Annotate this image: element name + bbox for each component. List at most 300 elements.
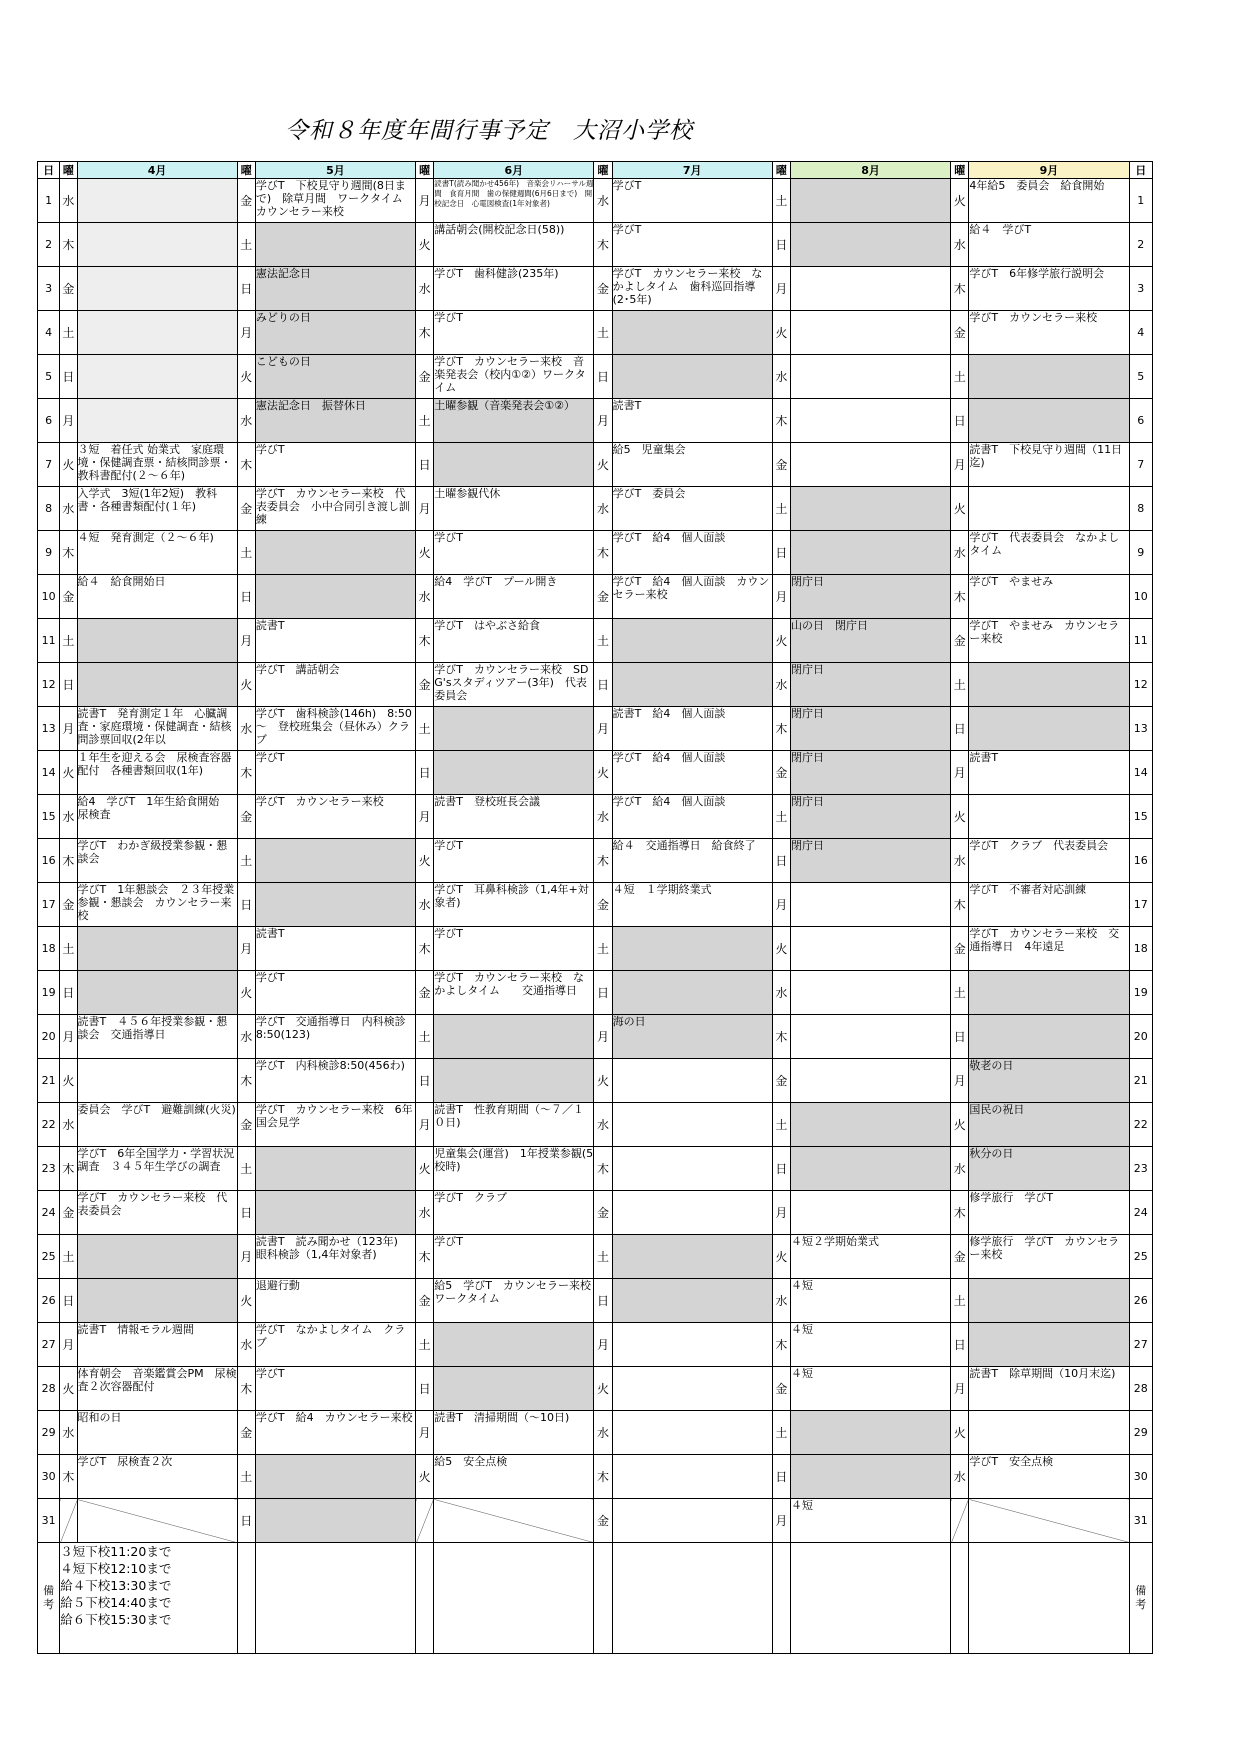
event-cell-sep <box>969 355 1129 399</box>
weekday-cell: 火 <box>951 1103 969 1147</box>
day-number: 31 <box>38 1499 60 1543</box>
event-cell-apr: 学びT 1年懇談会 ２３年授業参観・懇談会 カウンセラー来校 <box>77 883 237 927</box>
weekday-cell: 水 <box>951 1147 969 1191</box>
event-cell-aug: ４短２学期始業式 <box>791 1235 951 1279</box>
day-number: 30 <box>38 1455 60 1499</box>
weekday-cell: 日 <box>416 443 434 487</box>
weekday-cell: 月 <box>237 927 255 971</box>
day-number: 24 <box>38 1191 60 1235</box>
weekday-cell: 日 <box>237 883 255 927</box>
day-row <box>38 927 1153 971</box>
event-cell-apr <box>77 1279 237 1323</box>
weekday-cell: 木 <box>951 267 969 311</box>
event-cell-jul: 給5 児童集会 <box>612 443 772 487</box>
event-cell-sep <box>969 1411 1129 1455</box>
event-cell-may: 学びT 講話朝会 <box>255 663 415 707</box>
event-cell-sep: 学びT やませみ <box>969 575 1129 619</box>
weekday-cell: 土 <box>237 1147 255 1191</box>
event-cell-jul <box>612 355 772 399</box>
event-cell-may: 退避行動 <box>255 1279 415 1323</box>
day-row <box>38 487 1153 531</box>
day-row <box>38 179 1153 223</box>
event-cell-jul <box>612 663 772 707</box>
weekday-cell: 木 <box>594 1455 612 1499</box>
weekday-cell: 金 <box>416 971 434 1015</box>
day-number-right: 13 <box>1129 707 1152 751</box>
event-cell-jun: 学びT <box>434 927 594 971</box>
event-cell-jul: 学びT 給4 個人面談 <box>612 751 772 795</box>
event-cell-jun <box>434 1323 594 1367</box>
day-number-right: 6 <box>1129 399 1152 443</box>
day-number-right: 23 <box>1129 1147 1152 1191</box>
day-number-right: 7 <box>1129 443 1152 487</box>
event-cell-jul: 学びT 委員会 <box>612 487 772 531</box>
event-cell-aug <box>791 311 951 355</box>
day-number: 7 <box>38 443 60 487</box>
event-cell-may: 学びT <box>255 971 415 1015</box>
day-number-right: 26 <box>1129 1279 1152 1323</box>
event-cell-jun: 土曜参観代休 <box>434 487 594 531</box>
weekday-cell: 日 <box>60 971 77 1015</box>
day-number-right: 17 <box>1129 883 1152 927</box>
weekday-cell: 火 <box>772 1235 790 1279</box>
weekday-cell: 金 <box>772 1059 790 1103</box>
weekday-cell: 水 <box>60 179 77 223</box>
event-cell-jun <box>434 751 594 795</box>
day-number-right: 1 <box>1129 179 1152 223</box>
weekday-cell: 水 <box>951 223 969 267</box>
weekday-cell: 木 <box>237 751 255 795</box>
weekday-cell: 水 <box>237 1323 255 1367</box>
event-cell-jun: 読書T 性教育期間（～７／１０日) <box>434 1103 594 1147</box>
weekday-cell: 木 <box>772 1323 790 1367</box>
weekday-cell: 火 <box>60 1367 77 1411</box>
weekday-cell: 土 <box>60 927 77 971</box>
weekday-cell: 火 <box>416 1455 434 1499</box>
day-number-right: 10 <box>1129 575 1152 619</box>
event-cell-may <box>255 1147 415 1191</box>
event-cell-aug <box>791 267 951 311</box>
weekday-cell: 日 <box>772 1455 790 1499</box>
event-cell-may: みどりの日 <box>255 311 415 355</box>
event-cell-sep: 学びT やませみ カウンセラー来校 <box>969 619 1129 663</box>
event-cell-aug <box>791 179 951 223</box>
day-number-right: 20 <box>1129 1015 1152 1059</box>
event-cell-may <box>255 223 415 267</box>
event-cell-may: 憲法記念日 振替休日 <box>255 399 415 443</box>
weekday-cell: 火 <box>951 795 969 839</box>
event-cell-may <box>255 1499 415 1543</box>
weekday-cell: 水 <box>237 399 255 443</box>
day-number: 11 <box>38 619 60 663</box>
weekday-cell: 木 <box>951 883 969 927</box>
event-cell-jun: 給5 安全点検 <box>434 1455 594 1499</box>
event-cell-sep: 読書T <box>969 751 1129 795</box>
weekday-cell: 水 <box>416 1191 434 1235</box>
weekday-cell: 水 <box>60 795 77 839</box>
event-cell-jun: 学びT 耳鼻科検診（1,4年+対象者) <box>434 883 594 927</box>
day-row <box>38 531 1153 575</box>
day-number: 29 <box>38 1411 60 1455</box>
event-cell-jul <box>612 1103 772 1147</box>
event-cell-apr <box>77 927 237 971</box>
weekday-cell: 木 <box>60 223 77 267</box>
weekday-cell: 月 <box>416 1411 434 1455</box>
event-cell-jul <box>612 619 772 663</box>
weekday-cell: 水 <box>416 267 434 311</box>
day-number: 1 <box>38 179 60 223</box>
notes-row <box>38 1543 1153 1654</box>
event-cell-apr <box>77 267 237 311</box>
weekday-cell: 木 <box>60 1147 77 1191</box>
event-cell-sep: 学びT 代表委員会 なかよしタイム <box>969 531 1129 575</box>
weekday-cell <box>60 1499 77 1543</box>
event-cell-apr <box>77 399 237 443</box>
day-number-right: 18 <box>1129 927 1152 971</box>
event-cell-jun: 児童集会(運営) 1年授業参観(5校時) <box>434 1147 594 1191</box>
weekday-cell: 火 <box>60 443 77 487</box>
weekday-cell: 日 <box>951 399 969 443</box>
weekday-cell: 水 <box>60 1411 77 1455</box>
event-cell-apr: 委員会 学びT 避難訓練(火災) <box>77 1103 237 1147</box>
weekday-cell: 火 <box>416 531 434 575</box>
weekday-cell: 日 <box>772 1147 790 1191</box>
event-cell-jun: 学びT <box>434 531 594 575</box>
weekday-cell: 日 <box>416 1367 434 1411</box>
weekday-cell: 金 <box>60 267 77 311</box>
day-number-right: 5 <box>1129 355 1152 399</box>
day-row <box>38 1015 1153 1059</box>
day-row <box>38 1103 1153 1147</box>
weekday-cell: 火 <box>237 1279 255 1323</box>
day-row <box>38 1323 1153 1367</box>
event-cell-jun: 学びT カウンセラー来校 SDG'sスタディツアー(3年) 代表委員会 <box>434 663 594 707</box>
event-cell-aug <box>791 1455 951 1499</box>
weekday-cell: 金 <box>237 1103 255 1147</box>
weekday-cell: 月 <box>237 311 255 355</box>
event-cell-jun: 学びT <box>434 839 594 883</box>
event-cell-apr: 学びT わかぎ級授業参観・懇談会 <box>77 839 237 883</box>
day-number-right: 12 <box>1129 663 1152 707</box>
event-cell-jun: 土曜参観（音楽発表会①②） <box>434 399 594 443</box>
weekday-cell: 火 <box>951 179 969 223</box>
weekday-cell: 木 <box>416 619 434 663</box>
header-row <box>38 162 1153 179</box>
weekday-cell: 土 <box>951 663 969 707</box>
notes-label-left: 備 考 <box>38 1543 60 1654</box>
event-cell-jul <box>612 1367 772 1411</box>
weekday-cell: 火 <box>772 311 790 355</box>
weekday-cell: 土 <box>416 707 434 751</box>
event-cell-jul <box>612 1147 772 1191</box>
event-cell-sep: 学びT カウンセラー来校 交通指導日 4年遠足 <box>969 927 1129 971</box>
weekday-cell: 金 <box>237 179 255 223</box>
notes-weekday-blank <box>594 1543 612 1654</box>
event-cell-jun: 学びT はやぶさ給食 <box>434 619 594 663</box>
event-cell-jul: 学びT カウンセラー来校 なかよしタイム 歯科巡回指導(2･5年) <box>612 267 772 311</box>
day-row <box>38 619 1153 663</box>
weekday-cell: 日 <box>594 663 612 707</box>
weekday-cell: 木 <box>594 839 612 883</box>
event-cell-sep <box>969 1499 1129 1543</box>
weekday-cell: 木 <box>60 839 77 883</box>
weekday-cell: 水 <box>237 707 255 751</box>
event-cell-may: こどもの日 <box>255 355 415 399</box>
weekday-cell: 水 <box>951 531 969 575</box>
weekday-cell: 月 <box>772 883 790 927</box>
event-cell-may: 学びT カウンセラー来校 <box>255 795 415 839</box>
schedule-table <box>37 161 1153 1654</box>
day-number: 6 <box>38 399 60 443</box>
weekday-cell: 金 <box>237 1411 255 1455</box>
day-number-right: 28 <box>1129 1367 1152 1411</box>
event-cell-jul: 給４ 交通指導日 給食終了 <box>612 839 772 883</box>
day-number: 9 <box>38 531 60 575</box>
weekday-cell: 金 <box>594 267 612 311</box>
event-cell-jun <box>434 1499 594 1543</box>
month-header-jul: 7月 <box>612 162 772 179</box>
weekday-cell: 水 <box>772 971 790 1015</box>
event-cell-sep: 敬老の日 <box>969 1059 1129 1103</box>
event-cell-jun: 学びT <box>434 311 594 355</box>
weekday-cell: 土 <box>772 795 790 839</box>
weekday-cell: 月 <box>594 1323 612 1367</box>
weekday-cell: 月 <box>772 1191 790 1235</box>
notes-weekday-blank <box>951 1543 969 1654</box>
weekday-cell: 金 <box>60 1191 77 1235</box>
event-cell-aug <box>791 1059 951 1103</box>
event-cell-jun: 読書T 登校班長会議 <box>434 795 594 839</box>
weekday-cell: 火 <box>772 619 790 663</box>
event-cell-aug <box>791 1191 951 1235</box>
weekday-cell: 土 <box>772 1103 790 1147</box>
event-cell-apr: 読書T ４５６年授業参観・懇談会 交通指導日 <box>77 1015 237 1059</box>
weekday-cell: 金 <box>594 883 612 927</box>
day-number: 5 <box>38 355 60 399</box>
event-cell-jun: 学びT カウンセラー来校 なかよしタイム 交通指導日 <box>434 971 594 1015</box>
day-row <box>38 1499 1153 1543</box>
event-cell-jul: 学びT <box>612 223 772 267</box>
weekday-cell: 木 <box>772 1015 790 1059</box>
event-cell-apr <box>77 663 237 707</box>
event-cell-jun: 学びT クラブ <box>434 1191 594 1235</box>
event-cell-sep <box>969 663 1129 707</box>
weekday-cell: 木 <box>594 531 612 575</box>
header-weekday: 曜 <box>772 162 790 179</box>
day-number-right: 29 <box>1129 1411 1152 1455</box>
day-number: 13 <box>38 707 60 751</box>
day-number: 15 <box>38 795 60 839</box>
day-number-right: 27 <box>1129 1323 1152 1367</box>
event-cell-sep: 修学旅行 学びT <box>969 1191 1129 1235</box>
event-cell-aug: 閉庁日 <box>791 839 951 883</box>
weekday-cell: 火 <box>594 1367 612 1411</box>
notes-blank <box>969 1543 1129 1654</box>
event-cell-sep: 読書T 下校見守り週間（11日迄) <box>969 443 1129 487</box>
weekday-cell: 木 <box>237 1367 255 1411</box>
event-cell-may: 学びT <box>255 1367 415 1411</box>
weekday-cell: 日 <box>772 531 790 575</box>
header-day-right: 日 <box>1129 162 1152 179</box>
weekday-cell: 水 <box>60 1103 77 1147</box>
event-cell-may <box>255 883 415 927</box>
day-number: 3 <box>38 267 60 311</box>
weekday-cell: 土 <box>416 1015 434 1059</box>
event-cell-jun: 読書T 清掃期間（～10日) <box>434 1411 594 1455</box>
event-cell-aug: 閉庁日 <box>791 575 951 619</box>
weekday-cell: 火 <box>237 971 255 1015</box>
event-cell-jun <box>434 1059 594 1103</box>
event-cell-aug: 山の日 閉庁日 <box>791 619 951 663</box>
event-cell-jun <box>434 1015 594 1059</box>
weekday-cell: 土 <box>951 971 969 1015</box>
weekday-cell: 日 <box>594 1279 612 1323</box>
event-cell-may: 読書T 読み聞かせ（123年) 眼科検診（1,4年対象者) <box>255 1235 415 1279</box>
month-header-may: 5月 <box>255 162 415 179</box>
weekday-cell: 金 <box>60 883 77 927</box>
weekday-cell: 日 <box>60 663 77 707</box>
event-cell-jun <box>434 707 594 751</box>
weekday-cell: 水 <box>416 883 434 927</box>
event-cell-aug <box>791 1147 951 1191</box>
event-cell-may: 学びT 歯科検診(146h) 8:50～ 登校班集会（昼休み）クラブ <box>255 707 415 751</box>
event-cell-apr: 読書T 発育測定１年 心臓調査・家庭環境・保健調査・結核問診票回収(2年以 <box>77 707 237 751</box>
weekday-cell <box>951 1499 969 1543</box>
month-header-jun: 6月 <box>434 162 594 179</box>
weekday-cell: 日 <box>416 1059 434 1103</box>
event-cell-may: 学びT 給4 カウンセラー来校 <box>255 1411 415 1455</box>
day-number: 10 <box>38 575 60 619</box>
event-cell-apr: 給4 学びT 1年生給食開始 尿検査 <box>77 795 237 839</box>
event-cell-jul <box>612 1235 772 1279</box>
notes-blank <box>434 1543 594 1654</box>
weekday-cell: 土 <box>237 223 255 267</box>
weekday-cell: 日 <box>951 1323 969 1367</box>
event-cell-jul <box>612 1191 772 1235</box>
weekday-cell: 水 <box>594 1103 612 1147</box>
day-number-right: 31 <box>1129 1499 1152 1543</box>
event-cell-apr: 読書T 情報モラル週間 <box>77 1323 237 1367</box>
day-row <box>38 443 1153 487</box>
event-cell-aug: 閉庁日 <box>791 663 951 707</box>
event-cell-aug: ４短 <box>791 1499 951 1543</box>
weekday-cell: 火 <box>60 751 77 795</box>
day-row <box>38 839 1153 883</box>
event-cell-apr: 昭和の日 <box>77 1411 237 1455</box>
weekday-cell: 月 <box>594 399 612 443</box>
weekday-cell: 水 <box>594 179 612 223</box>
event-cell-apr <box>77 1499 237 1543</box>
event-cell-jul <box>612 1059 772 1103</box>
day-number: 20 <box>38 1015 60 1059</box>
notes-blank <box>612 1543 772 1654</box>
day-number-right: 8 <box>1129 487 1152 531</box>
weekday-cell: 日 <box>416 751 434 795</box>
notes-label-right: 備 考 <box>1129 1543 1152 1654</box>
event-cell-sep: 学びT 不審者対応訓練 <box>969 883 1129 927</box>
event-cell-apr: 体育朝会 音楽鑑賞会PM 尿検査２次容器配付 <box>77 1367 237 1411</box>
day-number-right: 3 <box>1129 267 1152 311</box>
event-cell-may: 学びT なかよしタイム クラブ <box>255 1323 415 1367</box>
event-cell-jul: 海の日 <box>612 1015 772 1059</box>
event-cell-may <box>255 1455 415 1499</box>
event-cell-aug <box>791 1103 951 1147</box>
weekday-cell: 木 <box>237 1059 255 1103</box>
event-cell-jul <box>612 311 772 355</box>
event-cell-jul <box>612 927 772 971</box>
event-cell-apr <box>77 1059 237 1103</box>
day-number: 27 <box>38 1323 60 1367</box>
day-number: 4 <box>38 311 60 355</box>
day-row <box>38 663 1153 707</box>
event-cell-may: 読書T <box>255 619 415 663</box>
event-cell-may: 学びT <box>255 751 415 795</box>
day-row <box>38 971 1153 1015</box>
weekday-cell: 土 <box>416 1323 434 1367</box>
event-cell-aug: 閉庁日 <box>791 751 951 795</box>
event-cell-apr <box>77 355 237 399</box>
day-number-right: 14 <box>1129 751 1152 795</box>
weekday-cell: 土 <box>951 1279 969 1323</box>
weekday-cell: 月 <box>237 619 255 663</box>
weekday-cell: 木 <box>772 399 790 443</box>
day-row <box>38 1367 1153 1411</box>
weekday-cell: 火 <box>416 839 434 883</box>
event-cell-jul <box>612 1499 772 1543</box>
event-cell-sep <box>969 971 1129 1015</box>
day-number-right: 4 <box>1129 311 1152 355</box>
weekday-cell: 日 <box>237 575 255 619</box>
event-cell-sep: 学びT クラブ 代表委員会 <box>969 839 1129 883</box>
day-number: 12 <box>38 663 60 707</box>
event-cell-jul: 学びT 給4 個人面談 <box>612 795 772 839</box>
day-number: 23 <box>38 1147 60 1191</box>
event-cell-may: 読書T <box>255 927 415 971</box>
event-cell-may: 学びT <box>255 443 415 487</box>
event-cell-may: 学びT カウンセラー来校 代表委員会 小中合同引き渡し訓練 <box>255 487 415 531</box>
weekday-cell: 金 <box>594 1499 612 1543</box>
header-weekday: 曜 <box>951 162 969 179</box>
weekday-cell: 木 <box>416 927 434 971</box>
weekday-cell: 月 <box>416 795 434 839</box>
weekday-cell: 火 <box>60 1059 77 1103</box>
event-cell-jun: 学びT <box>434 1235 594 1279</box>
weekday-cell: 金 <box>237 795 255 839</box>
weekday-cell: 水 <box>951 1455 969 1499</box>
weekday-cell: 土 <box>237 1455 255 1499</box>
weekday-cell: 日 <box>60 355 77 399</box>
day-number: 14 <box>38 751 60 795</box>
event-cell-sep <box>969 1279 1129 1323</box>
event-cell-apr <box>77 179 237 223</box>
weekday-cell: 土 <box>594 311 612 355</box>
event-cell-sep <box>969 707 1129 751</box>
day-number: 22 <box>38 1103 60 1147</box>
event-cell-jul: 学びT 給4 個人面談 カウンセラー来校 <box>612 575 772 619</box>
weekday-cell: 金 <box>951 619 969 663</box>
weekday-cell: 日 <box>60 1279 77 1323</box>
event-cell-sep <box>969 399 1129 443</box>
day-number-right: 22 <box>1129 1103 1152 1147</box>
weekday-cell: 月 <box>60 707 77 751</box>
event-cell-jun: 読書T(読み聞かせ456年) 音楽会リハーサル週間 食育月間 歯の保健週間(6月6日まで) 開校記念日 心電図検査(1年対象者) <box>434 179 594 223</box>
weekday-cell: 日 <box>951 1015 969 1059</box>
day-number-right: 25 <box>1129 1235 1152 1279</box>
event-cell-aug <box>791 487 951 531</box>
weekday-cell: 木 <box>951 575 969 619</box>
day-row <box>38 1059 1153 1103</box>
event-cell-sep <box>969 1323 1129 1367</box>
